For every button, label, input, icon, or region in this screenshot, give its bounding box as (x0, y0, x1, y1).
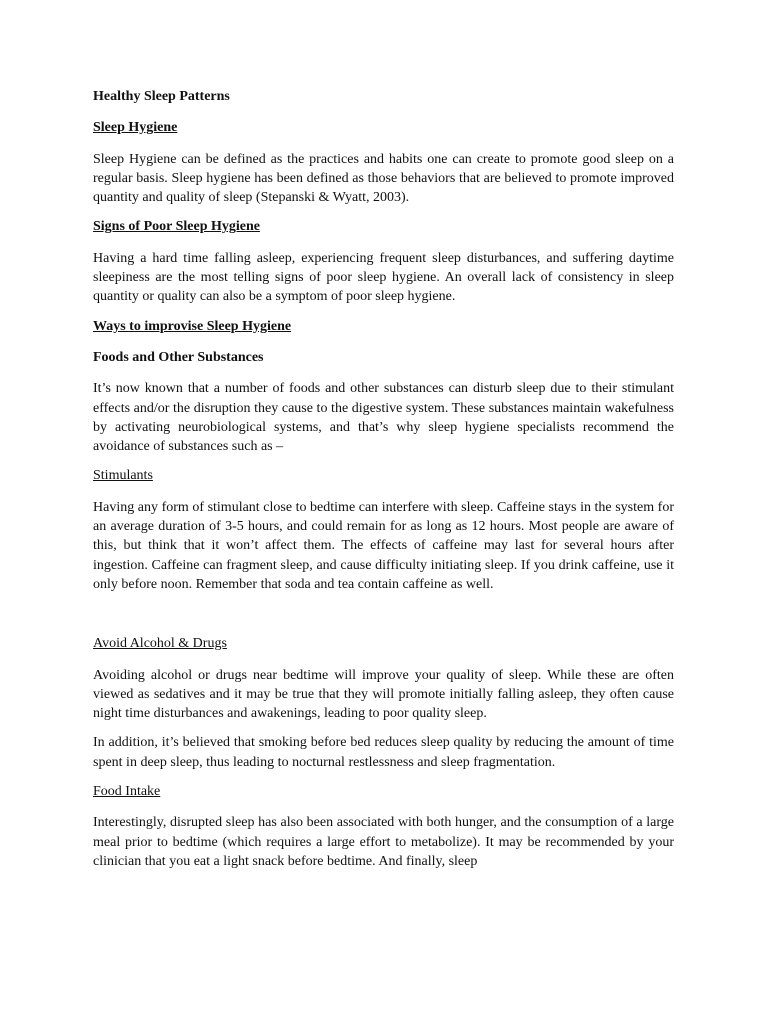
heading-avoid-alcohol-drugs: Avoid Alcohol & Drugs (93, 636, 227, 652)
heading-ways-to-improvise: Ways to improvise Sleep Hygiene (93, 318, 292, 334)
heading-signs-of-poor-sleep-hygiene: Signs of Poor Sleep Hygiene (93, 219, 260, 235)
heading-foods-and-other-substances: Foods and Other Substances (93, 349, 264, 365)
document-title: Healthy Sleep Patterns (93, 89, 230, 104)
heading-food-intake: Food Intake (93, 784, 161, 800)
paragraph-alcohol-2: In addition, it’s believed that smoking before bed reduces sleep quality by reducing the amount of time spent in deep sleep, thus leading to nocturnal restlessness and sleep fragmentation. (93, 735, 674, 770)
paragraph-foods: It’s now known that a number of foods and other substances can disturb sleep due to their stimulant effects and/or the disruption they cause to the digestive system. These substances maintain wakefulness by activating neurobiological systems, and that’s why sleep hygiene specialists recommend the avoidance of substances such as – (93, 381, 674, 455)
paragraph-signs: Having a hard time falling asleep, experiencing frequent sleep disturbances, and suffering daytime sleepiness are the most telling signs of poor sleep hygiene. An overall lack of consistency in sleep quantity or quality can also be a symptom of poor sleep hygiene. (93, 250, 674, 305)
paragraph-stimulants: Having any form of stimulant close to bedtime can interfere with sleep. Caffeine stays in the system for an average duration of 3-5 hours, and could remain for as long as 12 hours. Most people are aware of this, but think that it won’t affect them. The effects of caffeine may last for several hours after ingestion. Caffeine can fragment sleep, and cause difficulty initiating sleep. If you drink caffeine, use it only before noon. Remember that soda and tea contain caffeine as well. (93, 499, 674, 592)
heading-sleep-hygiene: Sleep Hygiene (93, 120, 178, 136)
blank-line (93, 604, 674, 634)
paragraph-alcohol-1: Avoiding alcohol or drugs near bedtime will improve your quality of sleep. While these are often viewed as sedatives and it may be true that they will promote initially falling asleep, they often cause night time disturbances and awakenings, leading to poor quality sleep. (93, 667, 674, 722)
paragraph-sleep-hygiene: Sleep Hygiene can be defined as the practices and habits one can create to promote good sleep on a regular basis. Sleep hygiene has been defined as those behaviors that are believed to promote improved quantity and quality of sleep (Stepanski & Wyatt, 2003). (93, 151, 674, 206)
document-page (93, 87, 674, 881)
paragraph-food-intake: Interestingly, disrupted sleep has also been associated with both hunger, and the consumption of a large meal prior to bedtime (which requires a large effort to metabolize). It may be recommended by your clinician that you eat a light snack before bedtime. And finally, sleep (93, 815, 674, 869)
heading-stimulants: Stimulants (93, 468, 153, 484)
